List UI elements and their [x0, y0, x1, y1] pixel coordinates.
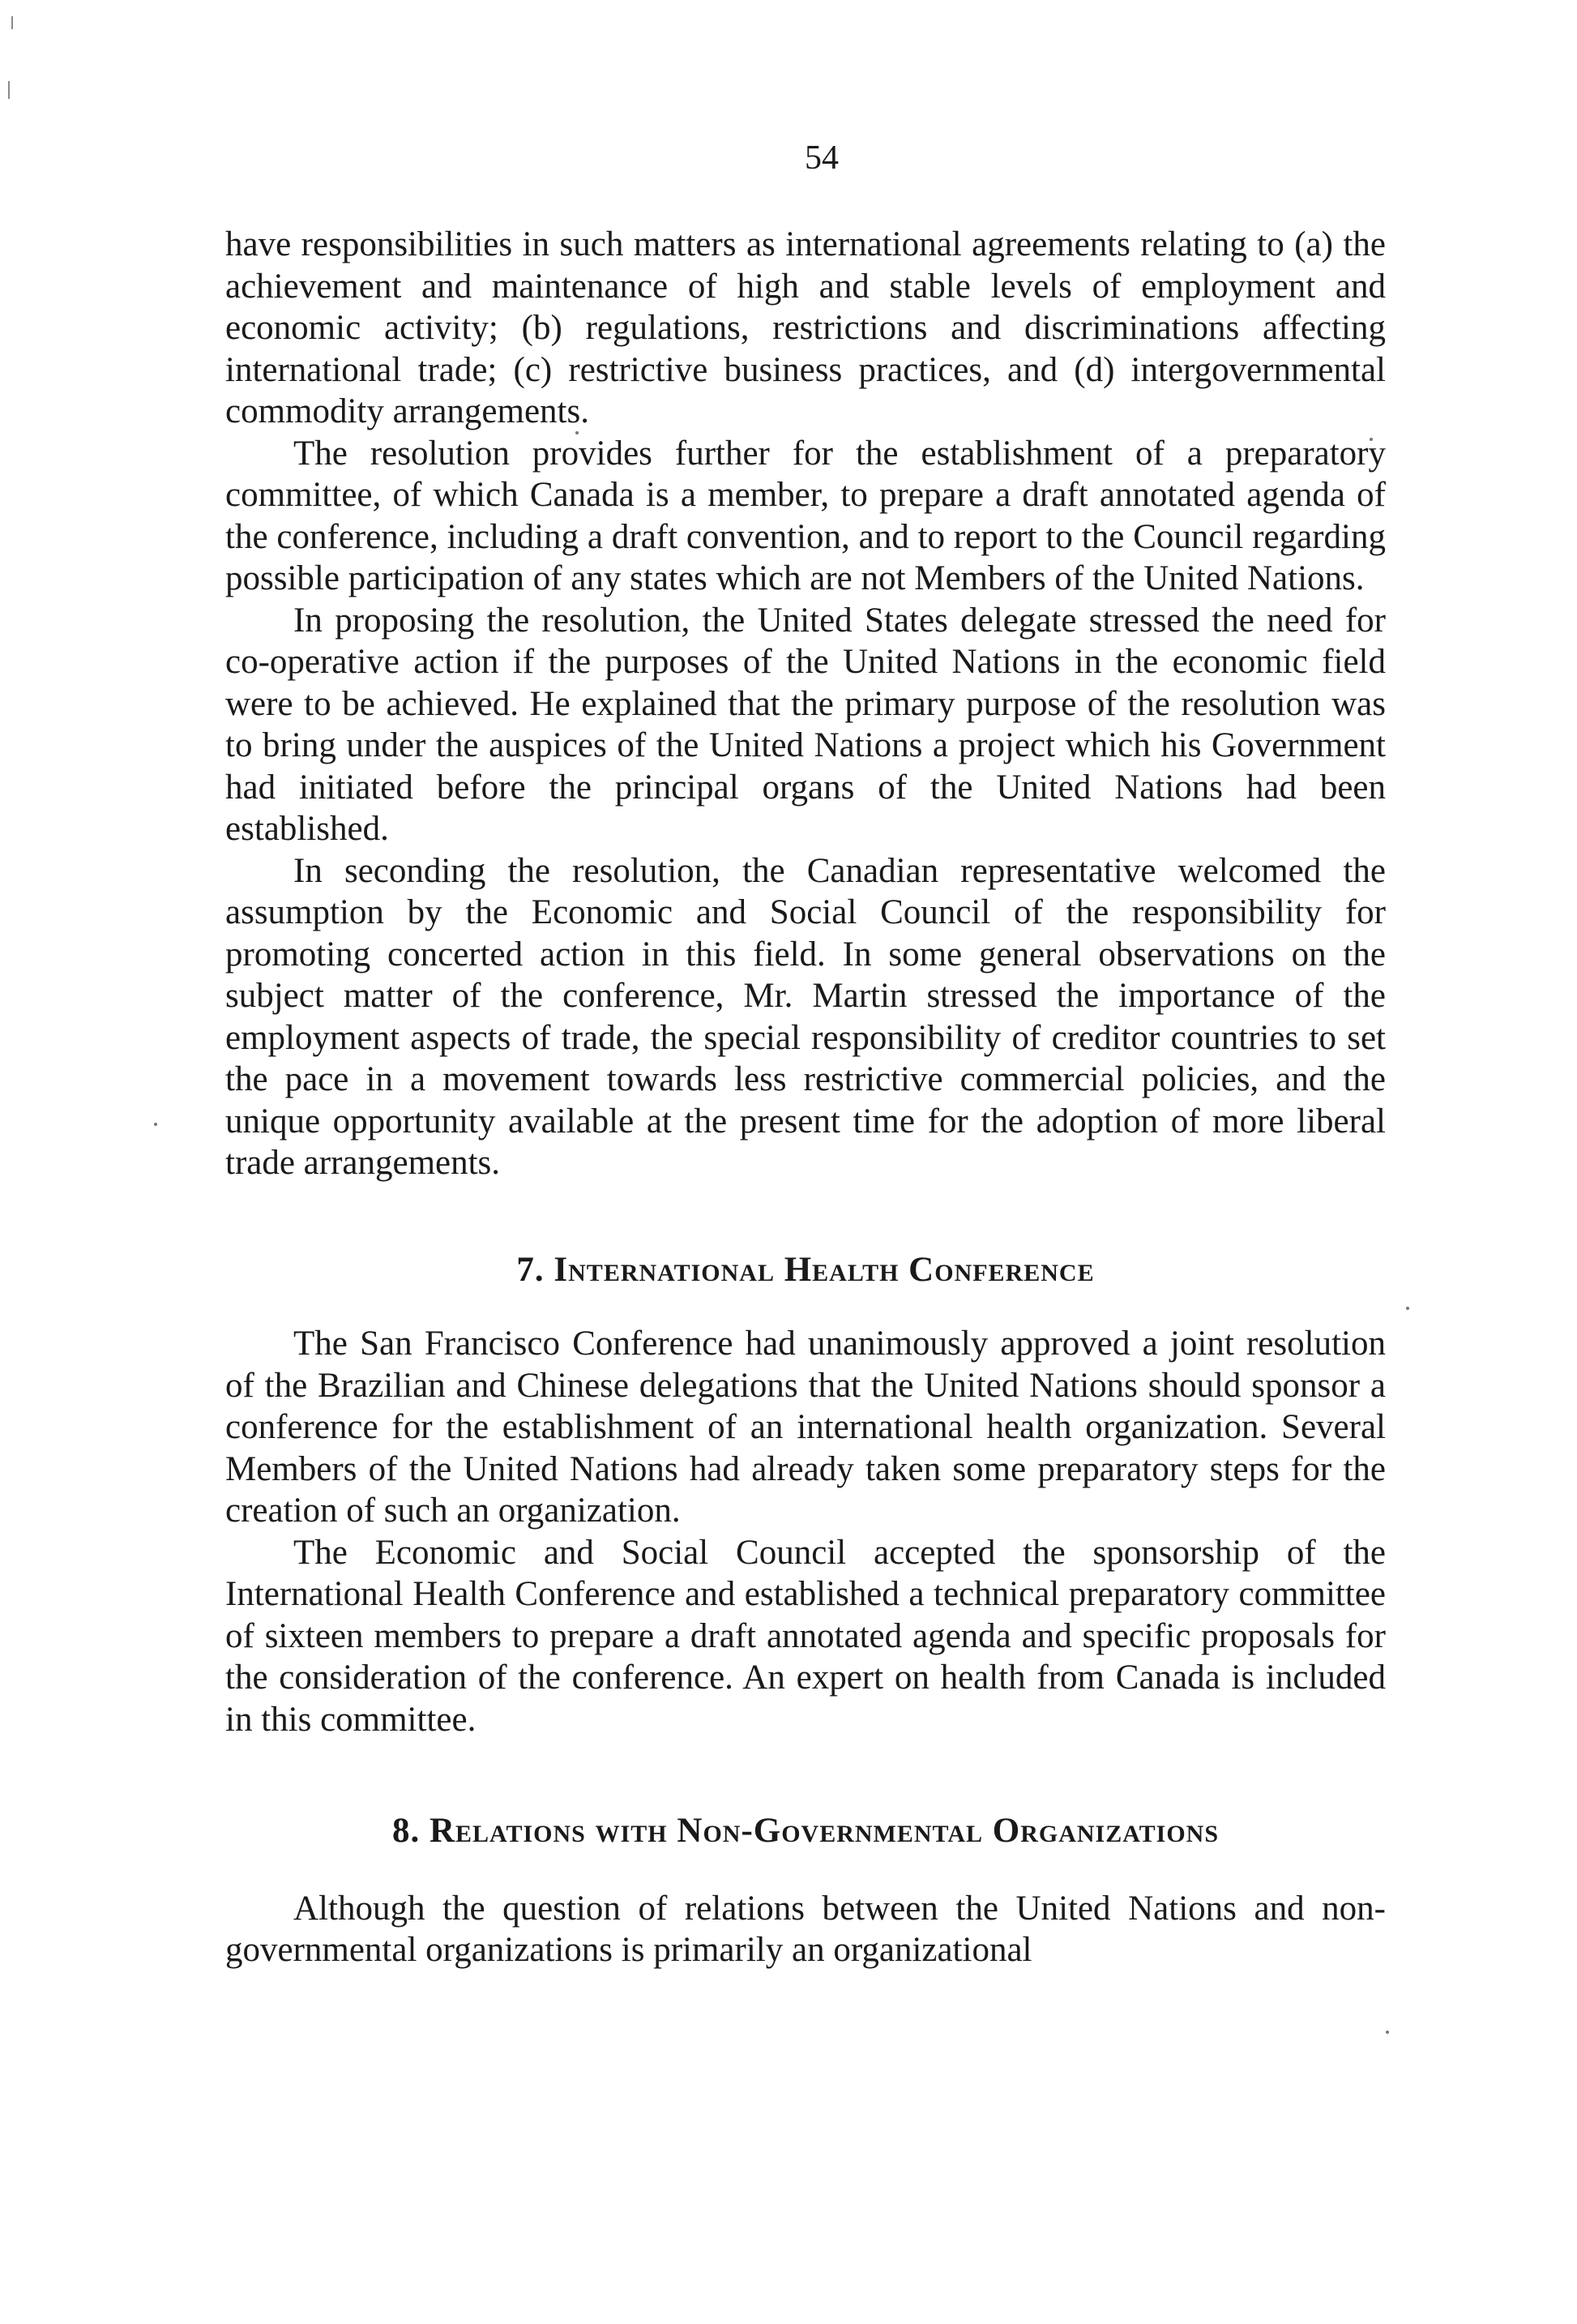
paragraph-us-delegate: In proposing the resolution, the United States delegate stressed the need for co-operative action if the purposes of the United Nations in the economic field were to be achieved. He explained that the primary purpose of the resolution was to bring under the auspices of the United Nations a project which his Government had initiated before the principal organs of the United Nations had been established.: [225, 601, 1386, 848]
section-heading-health-conference: 7. International Health Conference: [516, 1250, 1095, 1289]
page-number: 54: [805, 139, 839, 177]
document-page: [225, 138, 1386, 1971]
paragraph-ngo-relations: Although the question of relations between the United Nations and non-governmental organizations is primarily an organizational: [225, 1889, 1386, 1969]
paragraph-sponsorship: The Economic and Social Council accepted the sponsorship of the International Health Conference and established a technical preparatory committee of sixteen members to prepare a draft annotated agenda and specific proposals for the consideration of the conference. An expert on health from Canada is included in this committee.: [225, 1533, 1386, 1739]
scan-edge-mark: [11, 16, 13, 29]
scan-edge-mark: [8, 81, 10, 99]
section-heading-ngo-relations: 8. Relations with Non-Governmental Organizations: [391, 1812, 1220, 1850]
paragraph-canadian-representative: In seconding the resolution, the Canadian representative welcomed the assumption by the Economic and Social Council of the responsibility for promoting concerted action in this field. In some general observations on the subject matter of the conference, Mr. Martin stressed the importance of the employment aspects of trade, the special responsibility of creditor countries to set the pace in a movement towards less restrictive commercial policies, and the unique opportunity available at the present time for the adoption of more liberal trade arrangements.: [225, 851, 1386, 1182]
paragraph-continuation: have responsibilities in such matters as international agreements relating to (a) the achievement and maintenance of high and stable levels of employment and economic activity; (b) regulations, restrictions and discriminations affecting international trade; (c) restrictive business practices, and (d) intergovernmental commodity arrangements.: [225, 225, 1386, 430]
paragraph-preparatory-committee: The resolution provides further for the establishment of a preparatory committee, of which Canada is a member, to prepare a draft annotated agenda of the conference, including a draft convention, and to report to the Council regarding possible participation of any states which are not Members of the United Nations.: [225, 434, 1386, 597]
paragraph-san-francisco: The San Francisco Conference had unanimously approved a joint resolution of the Brazilian and Chinese delegations that the United Nations should sponsor a conference for the establishment of an international health organization. Several Members of the United Nations had already taken some preparatory steps for the creation of such an organization.: [225, 1325, 1386, 1530]
